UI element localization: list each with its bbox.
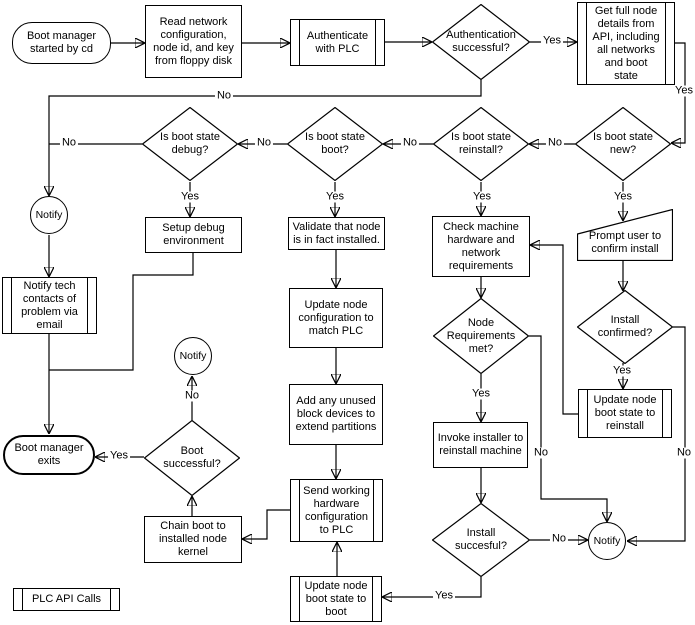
decision-boot-state-debug <box>142 107 238 181</box>
node-label: Node Requirements met? <box>446 316 516 355</box>
node-label: Authentication successful? <box>446 29 516 54</box>
node-label: Invoke installer to reinstall machine <box>437 432 524 457</box>
legend-label: PLC API Calls <box>31 593 102 605</box>
decision-auth-successful <box>432 4 530 80</box>
node-read-network <box>145 5 242 78</box>
node-start-terminator <box>12 22 111 64</box>
decision-boot-state-reinstall <box>433 107 529 181</box>
edge-label-get-yes: Yes <box>675 84 693 97</box>
connector-notify-mid <box>174 337 212 375</box>
edge-sendhw-chainboot <box>243 510 290 539</box>
edge-label-boot-yes: Yes <box>326 190 344 203</box>
node-label: Read network configuration, node id, and key from floppy disk <box>153 15 234 67</box>
node-invoke-installer <box>433 422 528 468</box>
edge-installok-updateboot-yes <box>383 577 481 597</box>
node-label: Is boot state new? <box>593 131 653 156</box>
edge-label-nodereq-yes: Yes <box>472 387 490 400</box>
edge-label-bootok-yes: Yes <box>110 449 128 462</box>
edge-label-reinstall-yes: Yes <box>473 190 491 203</box>
node-label: Chain boot to installed node kernel <box>159 520 227 558</box>
node-label: Update node boot state to reinstall <box>593 394 657 432</box>
node-label: Validate that node is in fact installed. <box>292 220 381 246</box>
decision-boot-state-boot <box>287 107 383 181</box>
node-get-node-details <box>577 2 675 85</box>
node-label: Update node boot state to boot <box>304 579 368 618</box>
node-update-state-reinstall <box>578 389 672 438</box>
node-setup-debug <box>145 217 242 253</box>
node-label: Is boot state debug? <box>160 131 220 156</box>
decision-install-confirmed <box>577 290 673 364</box>
node-validate-node <box>288 217 385 250</box>
edge-label-install-yes: Yes <box>435 589 453 602</box>
connector-notify-top <box>30 196 68 234</box>
edge-label-confirm-no: No <box>676 446 692 459</box>
node-label: Prompt user to confirm install <box>588 230 662 255</box>
edge-label-new-yes: Yes <box>614 190 632 203</box>
node-label: Check machine hardware and network requirements <box>443 220 519 272</box>
node-label: Is boot state boot? <box>305 131 365 156</box>
node-notify-tech-contacts <box>2 277 97 334</box>
edge-label-boot-no: No <box>256 136 272 149</box>
decision-boot-state-new <box>575 107 671 181</box>
node-check-hardware <box>432 216 530 277</box>
node-update-state-boot <box>290 576 382 622</box>
node-label: Update node configuration to match PLC <box>298 298 374 337</box>
edge-updatereinstall-checkhw <box>531 245 578 414</box>
node-prompt-user-manual-input <box>577 209 673 261</box>
node-label: Notify tech contacts of problem via email <box>21 279 78 331</box>
node-label: Get full node details from API, including all networks and boot state <box>592 4 660 82</box>
edge-label-nodereq-no: No <box>533 446 549 459</box>
decision-install-succesful <box>432 503 530 577</box>
node-chain-boot <box>144 516 242 563</box>
edge-label-debug-yes: Yes <box>181 190 199 203</box>
node-label: Boot manager started by cd <box>26 30 97 55</box>
node-update-node-config <box>289 288 383 348</box>
edge-label-debug-no: No <box>61 136 77 149</box>
node-label: Notify <box>179 349 207 362</box>
decision-node-requirements <box>433 298 529 374</box>
node-label: Authenticate with PLC <box>306 29 369 55</box>
connector-notify-bottom <box>588 522 626 560</box>
node-send-hw-config <box>290 479 383 542</box>
edge-label-bootok-no: No <box>184 389 200 402</box>
node-label: Boot successful? <box>163 445 221 470</box>
edge-label-auth-yes: Yes <box>543 34 561 47</box>
node-label: Send working hardware configuration to PLC <box>303 484 370 536</box>
edge-label-confirm-yes: Yes <box>613 364 631 377</box>
node-label: Notify <box>35 208 63 221</box>
node-label: Boot manager exits <box>14 442 84 467</box>
node-label: Setup debug environment <box>162 222 225 247</box>
node-label: Install confirmed? <box>597 314 653 339</box>
node-label: Install succesful? <box>455 527 507 552</box>
edge-label-auth-no: No <box>216 89 232 102</box>
edge-label-new-no: No <box>547 136 563 149</box>
node-exit-terminator <box>3 435 95 475</box>
node-label: Notify <box>593 534 621 547</box>
node-authenticate-plc <box>290 19 385 66</box>
node-add-block-devices <box>289 384 383 445</box>
node-label: Is boot state reinstall? <box>451 131 511 156</box>
legend-plc-api-calls <box>13 588 120 611</box>
decision-boot-successful <box>144 420 240 496</box>
edge-label-install-no: No <box>551 532 567 545</box>
node-label: Add any unused block devices to extend partitions <box>295 395 377 433</box>
edge-label-reinstall-no: No <box>402 136 418 149</box>
